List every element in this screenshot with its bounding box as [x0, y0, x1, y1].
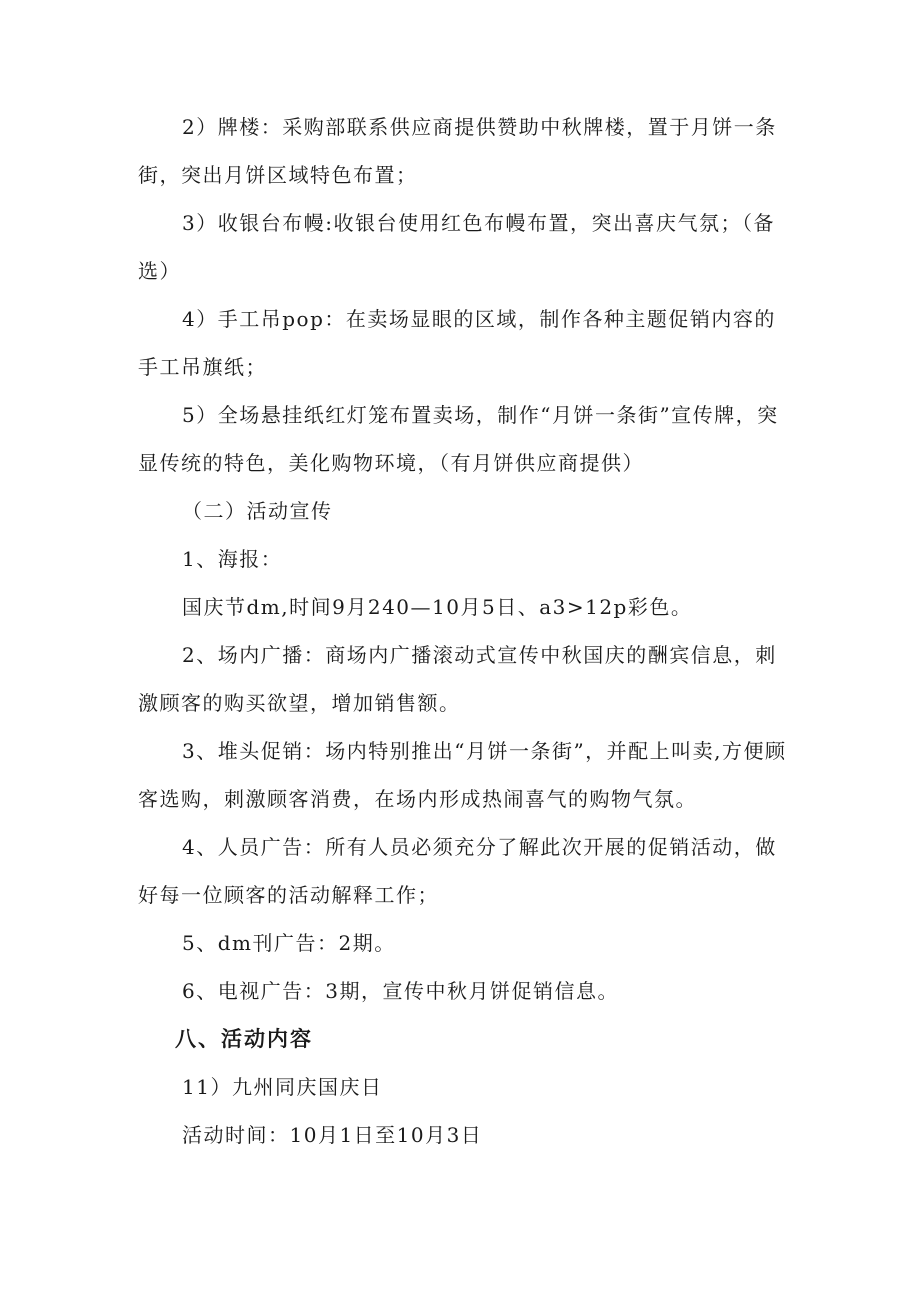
activity-time: 活动时间：10月1日至10月3日	[182, 1123, 483, 1147]
item-archway: 2）牌楼：采购部联系供应商提供赞助中秋牌楼，置于月饼一条街，突出月饼区域特色布置；	[138, 115, 777, 187]
promo-poster-detail: 国庆节dm,时间9月240—10月5日、a3>12p彩色。	[182, 595, 693, 619]
section-activity-content: 八、活动内容	[175, 1027, 313, 1051]
promo-dm: 5、dm刊广告：2期。	[182, 931, 396, 955]
document-body	[138, 103, 788, 1159]
item-lanterns: 5）全场悬挂纸红灯笼布置卖场，制作“月饼一条街”宣传牌，突显传统的特色，美化购物环境，（有月饼供应商提供）	[138, 403, 779, 475]
activity-title: 11）九州同庆国庆日	[182, 1075, 383, 1099]
promo-broadcast: 2、场内广播：商场内广播滚动式宣传中秋国庆的酬宾信息，刺激顾客的购买欲望，增加销售额。	[138, 643, 777, 715]
promo-staff: 4、人员广告：所有人员必须充分了解此次开展的促销活动，做好每一位顾客的活动解释工作；	[138, 835, 777, 907]
promo-tv: 6、电视广告：3期，宣传中秋月饼促销信息。	[182, 979, 619, 1003]
item-cashier-curtain: 3）收银台布幔:收银台使用红色布幔布置，突出喜庆气氛；（备选）	[138, 211, 775, 283]
promo-poster-title: 1、海报：	[182, 547, 283, 571]
item-handmade-pop: 4）手工吊pop：在卖场显眼的区域，制作各种主题促销内容的手工吊旗纸；	[138, 307, 776, 379]
promo-endcap: 3、堆头促销：场内特别推出“月饼一条街”，并配上叫卖,方便顾客选购，刺激顾客消费，在场内形成热闹喜气的购物气氛。	[138, 739, 787, 811]
section-promotion: （二）活动宣传	[182, 499, 333, 523]
